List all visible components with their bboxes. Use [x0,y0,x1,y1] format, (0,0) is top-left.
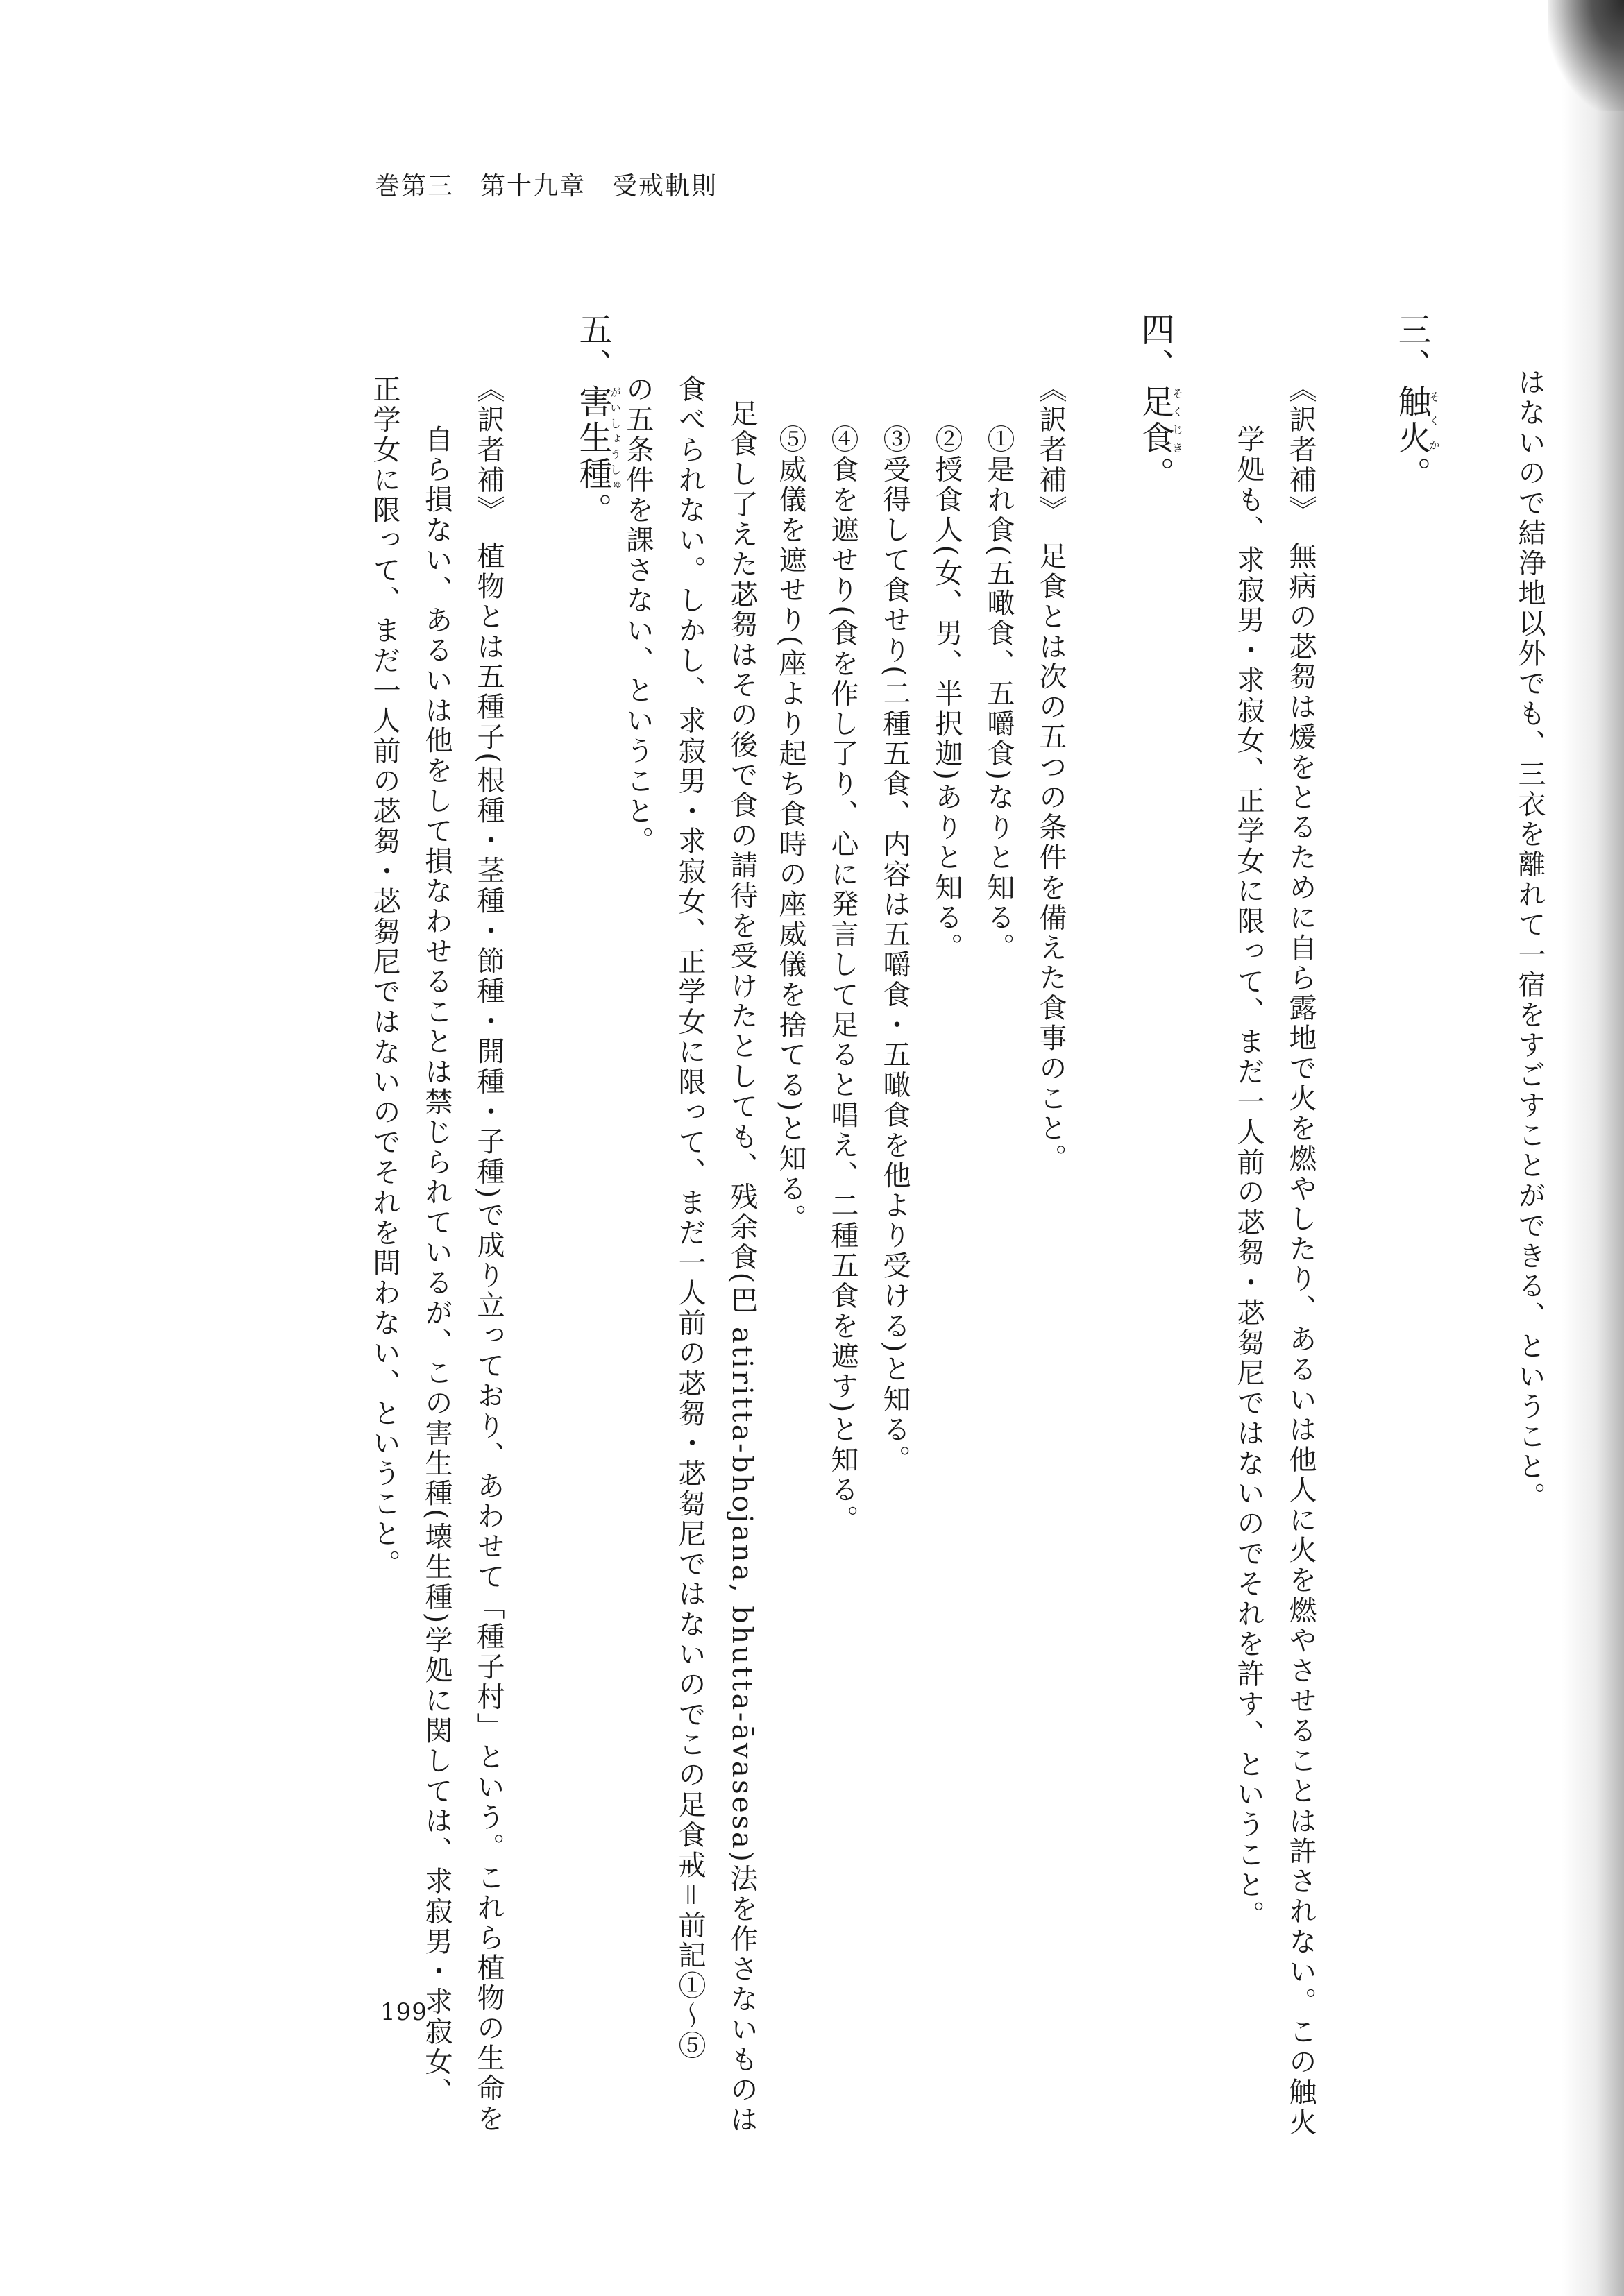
column-text: はないので結浄地以外でも、三衣を離れて一宿をすごすことができる、ということ。 [1514,368,1546,1513]
text-column [1232,425,1265,1930]
column-text: 足食し了えた苾芻はその後で食の請待を受けたとしても、残余食(巴 atiritta-bhojana, bhutta-āvasesa)法を作さないものは [726,399,758,2135]
text-column [1513,368,1546,1512]
column-text: ④食を遮せり(食を作し了り、心に発言して足ると唱え、二種五食を遮す)と知る。 [827,425,858,1536]
column-text: 足食とは次の五つの条件を備えた食事のこと。 [1035,541,1067,1174]
text-column [1034,375,1067,1174]
translator-note-label: 《訳者補》 [1285,375,1317,511]
column-text: 学処も、求寂男・求寂女、正学女に限って、まだ一人前の苾芻・苾芻尼ではないのでそれを許す、ということ。 [1233,425,1264,1930]
translator-note-label: 《訳者補》 [473,375,505,511]
section-title-period: 。 [1135,457,1174,493]
section-title [1135,384,1184,457]
translator-note-label: 《訳者補》 [1035,375,1067,511]
text-column [673,375,707,2061]
section-number: 四、 [1135,312,1174,384]
column-text: ③受得して食せり(二種五食、内容は五嚼食・五噉食を他より受ける)と知る。 [879,425,911,1475]
section-title-period: 。 [1392,457,1431,493]
text-column [982,425,1015,963]
text-column [621,375,654,856]
furigana: がいしょうしゅ [608,384,622,493]
furigana: そくか [1427,384,1441,457]
text-column [472,375,505,2134]
column-text: 自ら損ない、あるいは他をして損なわせることは禁じられているが、この害生種(壊生種)学処に関しては、求寂男・求寂女、 [421,425,452,2108]
text-column [725,399,759,2135]
text-column [774,425,807,1234]
section-title [573,384,622,493]
section-title [1392,384,1441,457]
section-number: 五、 [573,312,612,384]
column-text: ⑤威儀を遮せり(座より起ち食時の座威儀を捨てる)と知る。 [775,425,806,1234]
column-text: 食べられない。しかし、求寂男・求寂女、正学女に限って、まだ一人前の苾芻・苾芻尼ではないのでこの足食戒＝前記①〜⑤ [674,375,706,2061]
section-title-period: 。 [573,493,612,529]
section-title-text: 触火 [1392,384,1431,457]
text-column [878,425,911,1475]
column-text: ①是れ食(五噉食、五嚼食)なりと知る。 [983,425,1015,963]
section-heading [1135,312,1184,493]
text-column [1284,375,1317,2138]
furigana: そくじき [1170,384,1184,457]
section-title-text: 足食 [1135,384,1174,457]
page-corner-shadow [1548,0,1624,111]
column-text: の五条件を課さない、ということ。 [622,375,654,857]
text-column [368,375,401,1579]
text-column [826,425,859,1535]
page-edge-shadow [1562,0,1624,2296]
column-text: 正学女に限って、まだ一人前の苾芻・苾芻尼ではないのでそれを問わない、ということ。 [369,375,400,1579]
page-number: 199 [380,1998,428,2026]
column-text: 無病の苾芻は煖をとるために自ら露地で火を燃やしたり、あるいは他人に火を燃やさせることは許されない。この触火 [1285,541,1317,2138]
column-text: ②授食人(女、男、半択迦)ありと知る。 [931,425,963,963]
section-heading [573,312,622,529]
text-column [930,425,963,963]
text-column [420,425,453,2107]
column-text: 植物とは五種子(根種・茎種・節種・開種・子種)で成り立っており、あわせて「種子村」という。これら植物の生命を [473,541,505,2134]
section-heading [1392,312,1441,493]
section-number: 三、 [1392,312,1431,384]
running-header: 巻第三 第十九章 受戒軌則 [375,172,718,201]
section-title-text: 害生種 [573,384,612,493]
